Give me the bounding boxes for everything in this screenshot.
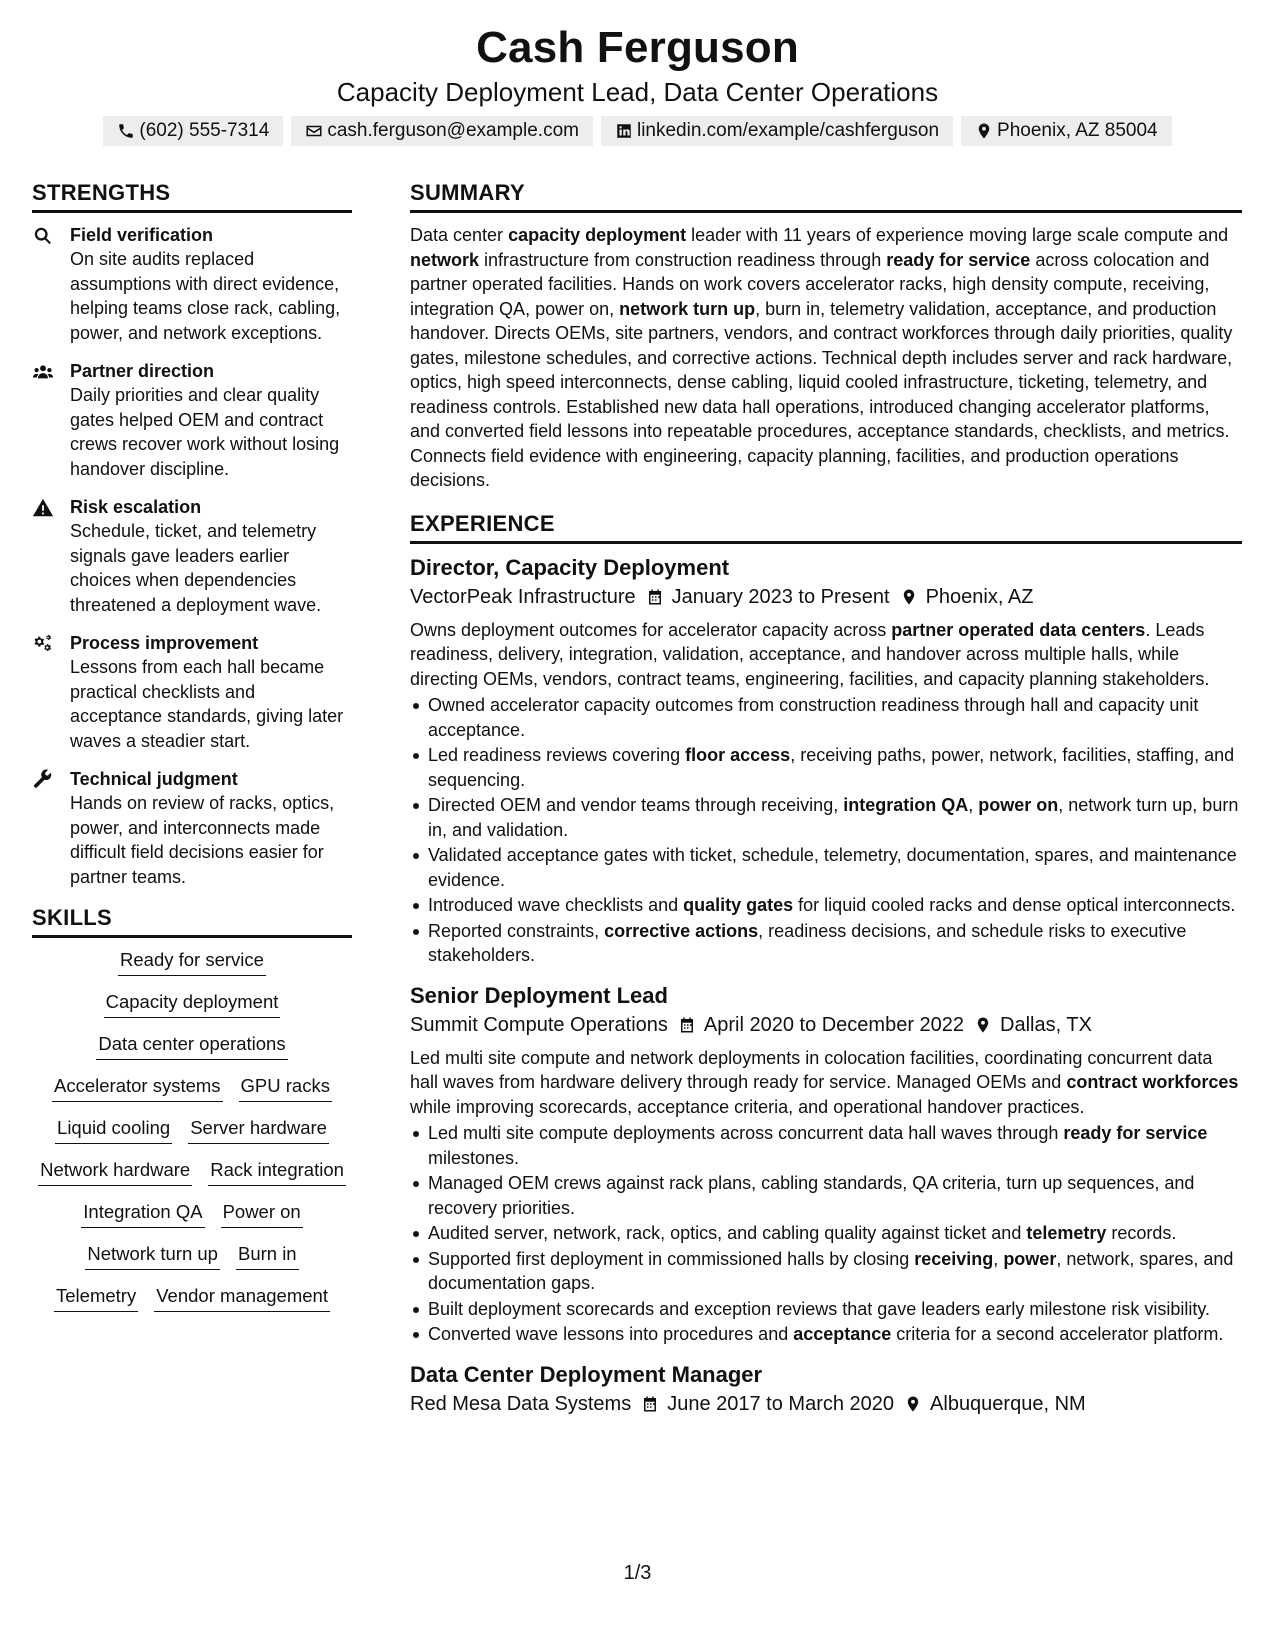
- job-location: Dallas, TX: [1000, 1013, 1092, 1036]
- skill-tag: Vendor management: [154, 1284, 330, 1312]
- list-item: Supported first deployment in commissioned halls by closing receiving, power, network, spares, and documentation gaps.: [410, 1247, 1242, 1296]
- strength-title: Process improvement: [70, 633, 259, 653]
- job-company: VectorPeak Infrastructure: [410, 585, 636, 608]
- skill-tag: Data center operations: [96, 1032, 287, 1060]
- strength-item: [32, 631, 352, 753]
- contact-location: [961, 116, 1172, 146]
- strength-item: [32, 767, 352, 889]
- strength-item: [32, 359, 352, 481]
- strengths-heading: STRENGTHS: [32, 178, 352, 213]
- strength-title: Technical judgment: [70, 769, 238, 789]
- experience-heading: EXPERIENCE: [410, 509, 1242, 544]
- contact-phone-text: (602) 555-7314: [139, 120, 270, 141]
- job-meta: [410, 582, 1242, 612]
- list-item: Audited server, network, rack, optics, and cabling quality against ticket and telemetry records.: [410, 1221, 1242, 1246]
- calendar-icon: [646, 588, 664, 606]
- skill-tag: Accelerator systems: [52, 1074, 223, 1102]
- job-meta: [410, 1010, 1242, 1040]
- job-dates: June 2017 to March 2020: [667, 1392, 895, 1415]
- contact-bar: [0, 116, 1275, 146]
- job-title: Director, Capacity Deployment: [410, 554, 730, 580]
- skill-tag: GPU racks: [239, 1074, 332, 1102]
- summary-heading: SUMMARY: [410, 178, 1242, 213]
- job-location: Albuquerque, NM: [930, 1392, 1086, 1415]
- strength-title: Partner direction: [70, 361, 215, 381]
- skill-tag: Server hardware: [188, 1116, 329, 1144]
- wrench-icon: [32, 769, 54, 791]
- contact-email-text: cash.ferguson@example.com: [327, 120, 579, 141]
- strength-item: [32, 495, 352, 617]
- users-icon: [32, 361, 54, 383]
- left-column: [32, 178, 352, 1312]
- job-description: Led multi site compute and network deployments in colocation facilities, coordinating concurrent data hall waves from hardware delivery through ready for service. Managed OEMs and contract workforces while improving scorecards, acceptance criteria, and operational handover practices.: [410, 1047, 1239, 1117]
- linkedin-icon: [615, 122, 633, 140]
- skill-tag: Liquid cooling: [55, 1116, 172, 1144]
- strength-desc: Hands on review of racks, optics, power, and interconnects made difficult field decisions easier for partner teams.: [70, 793, 335, 887]
- skills-heading: SKILLS: [32, 903, 352, 938]
- job-bullets: [410, 693, 1242, 968]
- list-item: Directed OEM and vendor teams through receiving, integration QA, power on, network turn up, burn in, and validation.: [410, 793, 1242, 842]
- contact-linkedin-text: linkedin.com/example/cashferguson: [636, 120, 940, 141]
- map-pin-icon: [900, 588, 918, 606]
- skill-tag: Ready for service: [118, 948, 266, 976]
- map-pin-icon: [904, 1395, 922, 1413]
- list-item: Led readiness reviews covering floor access, receiving paths, power, network, facilities, staffing, and sequencing.: [410, 743, 1242, 792]
- contact-linkedin[interactable]: [601, 116, 953, 146]
- candidate-name: Cash Ferguson: [476, 23, 799, 72]
- list-item: Built deployment scorecards and exception reviews that gave leaders early milestone risk visibility.: [410, 1297, 1242, 1322]
- strength-item: [32, 223, 352, 345]
- experience-list: [410, 554, 1242, 1419]
- map-pin-icon: [975, 122, 993, 140]
- summary-text: Data center capacity deployment leader with 11 years of experience moving large scale compute and network infrastructure from construction readiness through ready for service across colocation and partner operated facilities. Hands on work covers accelerator racks, high density compute, receiving, integration QA, power on, network turn up, burn in, telemetry validation, acceptance, and production handover. Directs OEMs, site partners, vendors, and contract workforces through daily priorities, quality gates, milestone schedules, and corrective actions. Technical depth includes server and rack hardware, optics, high speed interconnects, dense cabling, liquid cooled infrastructure, ticketing, telemetry, and readiness controls. Established new data hall operations, introduced changing accelerator platforms, and converted field lessons into repeatable procedures, acceptance standards, checklists, and metrics. Connects field evidence with engineering, capacity planning, facilities, and production operations decisions.: [410, 225, 1233, 490]
- job-company: Red Mesa Data Systems: [410, 1392, 632, 1415]
- strength-desc: Lessons from each hall became practical checklists and acceptance standards, giving later waves a steadier start.: [70, 657, 344, 751]
- strength-title: Field verification: [70, 225, 214, 245]
- job-entry: [410, 982, 1242, 1347]
- search-icon: [32, 225, 54, 247]
- list-item: Validated acceptance gates with ticket, schedule, telemetry, documentation, spares, and maintenance evidence.: [410, 843, 1242, 892]
- job-company: Summit Compute Operations: [410, 1013, 668, 1036]
- warning-icon: [32, 497, 54, 519]
- job-title: Senior Deployment Lead: [410, 982, 668, 1008]
- job-meta: [410, 1389, 1242, 1419]
- skill-tag: Rack integration: [208, 1158, 346, 1186]
- skill-tag: Power on: [221, 1200, 303, 1228]
- resume-header: [0, 22, 1275, 146]
- list-item: Led multi site compute deployments across concurrent data hall waves through ready for service milestones.: [410, 1121, 1242, 1170]
- job-entry: [410, 1361, 1242, 1419]
- list-item: Introduced wave checklists and quality gates for liquid cooled racks and dense optical interconnects.: [410, 893, 1242, 918]
- map-pin-icon: [974, 1016, 992, 1034]
- skill-tag: Network turn up: [85, 1242, 220, 1270]
- job-title: Data Center Deployment Manager: [410, 1361, 763, 1387]
- strength-title: Risk escalation: [70, 497, 202, 517]
- list-item: Converted wave lessons into procedures and acceptance criteria for a second accelerator platform.: [410, 1322, 1242, 1347]
- contact-phone[interactable]: [103, 116, 283, 146]
- contact-location-text: Phoenix, AZ 85004: [997, 120, 1158, 141]
- list-item: Owned accelerator capacity outcomes from construction readiness through hall and capacity unit acceptance.: [410, 693, 1242, 742]
- job-bullets: [410, 1121, 1242, 1347]
- job-dates: January 2023 to Present: [671, 585, 890, 608]
- envelope-icon: [305, 122, 323, 140]
- strength-desc: Daily priorities and clear quality gates helped OEM and contract crews recover work without losing handover discipline.: [70, 385, 340, 479]
- candidate-headline: Capacity Deployment Lead, Data Center Operations: [336, 77, 939, 107]
- job-location: Phoenix, AZ: [925, 585, 1034, 608]
- strength-desc: Schedule, ticket, and telemetry signals gave leaders earlier choices when dependencies threatened a deployment wave.: [70, 521, 322, 615]
- skill-tag: Integration QA: [81, 1200, 204, 1228]
- skill-tag: Burn in: [236, 1242, 299, 1270]
- strength-desc: On site audits replaced assumptions with direct evidence, helping teams close rack, cabling, power, and network exceptions.: [70, 249, 341, 343]
- gears-icon: [32, 633, 54, 655]
- skill-tag: Capacity deployment: [104, 990, 281, 1018]
- contact-email[interactable]: [291, 116, 593, 146]
- job-dates: April 2020 to December 2022: [703, 1013, 965, 1036]
- list-item: Reported constraints, corrective actions, readiness decisions, and schedule risks to executive stakeholders.: [410, 919, 1242, 968]
- calendar-icon: [678, 1016, 696, 1034]
- skill-tag: Network hardware: [38, 1158, 192, 1186]
- page-number: 1/3: [623, 1562, 652, 1584]
- skill-tag: Telemetry: [54, 1284, 138, 1312]
- list-item: Managed OEM crews against rack plans, cabling standards, QA criteria, turn up sequences, and recovery priorities.: [410, 1171, 1242, 1220]
- skills-list: [32, 948, 352, 1312]
- calendar-icon: [641, 1395, 659, 1413]
- job-description: Owns deployment outcomes for accelerator capacity across partner operated data centers. Leads readiness, delivery, integration, validation, acceptance, and handover across multiple halls, while directing OEMs, vendors, contract teams, engineering, facilities, and capacity planning stakeholders.: [410, 619, 1210, 689]
- job-entry: [410, 554, 1242, 968]
- phone-icon: [117, 122, 135, 140]
- right-column: [410, 178, 1242, 1433]
